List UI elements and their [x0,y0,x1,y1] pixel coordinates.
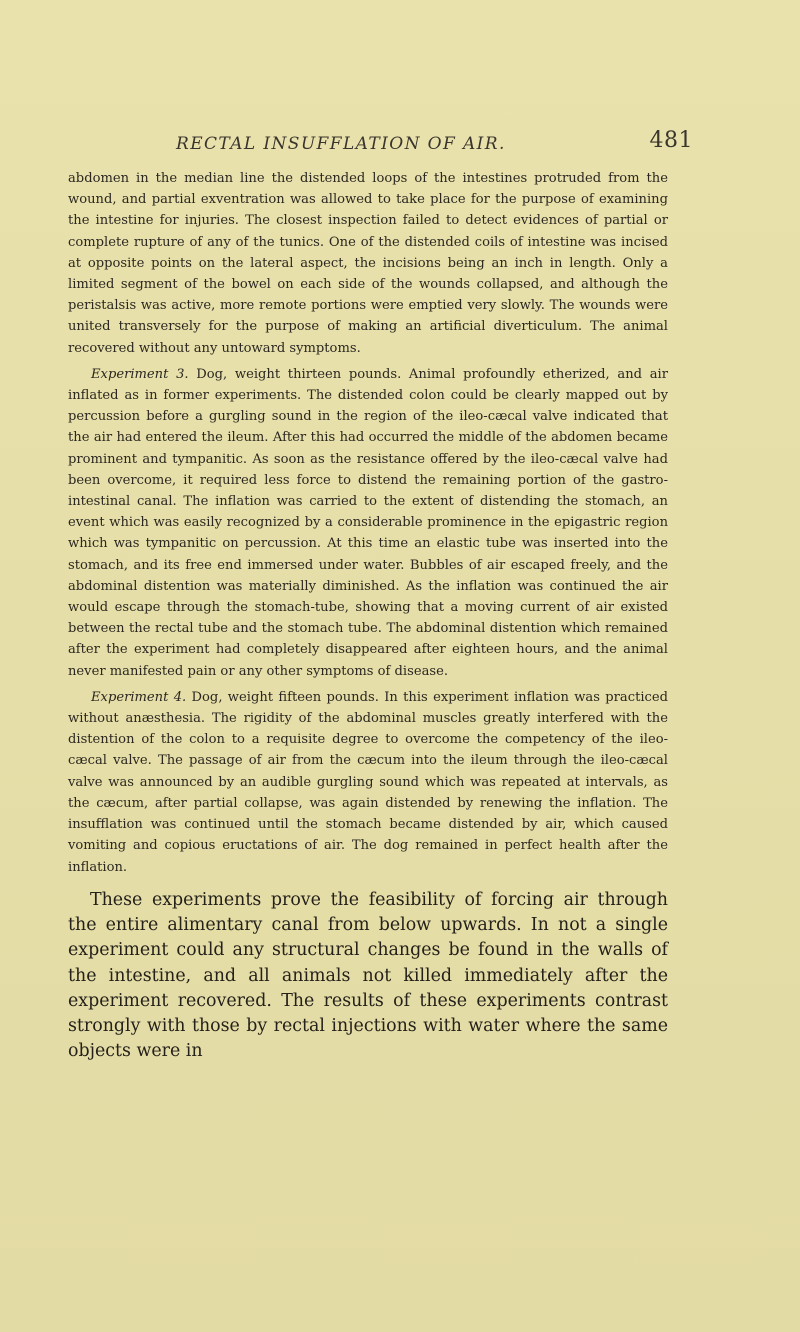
page-header [68,128,693,160]
page-number: 481 [649,128,693,153]
running-title: RECTAL INSUFFLATION OF AIR. [176,134,506,154]
paragraph-continuation: abdomen in the median line the distended loops of the intestines protruded from the wound, and partial exventration was allowed to take place for the purpose of examining the intestine for injuries. The closest inspection failed to detect evidences of partial or complete rupture of any of the tunics. One of the distended coils of intestine was incised at opposite points on the lateral aspect, the incisions being an inch in length. Only a limited segment of the bowel on each side of the wounds collapsed, and although the peristalsis was active, more remote portions were emptied very slowly. The wounds were united transversely for the purpose of making an artificial diverticulum. The animal recovered without any untoward symptoms. [68,171,668,356]
page-body [68,168,668,1065]
experiment-4-label: Experiment 4. [91,689,187,705]
paragraph-experiment-4 [68,687,668,878]
experiment-3-text: Dog, weight thirteen pounds. Animal profoundly etherized, and air inflated as in former experiments. The distended colon could be clearly mapped out by percussion before a gurgling sound in the region of the ileo-cæcal valve indicated that the air had entered the ileum. After this had occurred the middle of the abdomen became prominent and tympanitic. As soon as the resistance offered by the ileo-cæcal valve had been overcome, it required less force to distend the remaining portion of the gastro-intestinal canal. The inflation was carried to the extent of distending the stomach, an event which was easily recognized by a considerable prominence in the epigastric region which was tympanitic on percussion. At this time an elastic tube was inserted into the stomach, and its free end immersed under water. Bubbles of air escaped freely, and the abdominal distention was materially diminished. As the inflation was continued the air would escape through the stomach-tube, showing that a moving current of air existed between the rectal tube and the stomach tube. The abdominal distention which remained after the experiment had completely disappeared after eighteen hours, and the animal never manifested pain or any other symptoms of disease. [68,366,668,679]
experiment-3-label: Experiment 3. [91,366,189,382]
paragraph-experiment-3 [68,364,668,682]
paragraph-conclusion: These experiments prove the feasibility of forcing air through the entire alimentary canal from below upwards. In not a single experiment could any structural changes be found in the walls of the intestine, and all animals not killed immediately after the experiment recovered. The results of these experiments contrast strongly with those by rectal injections with water where the same objects were in [68,889,668,1062]
experiment-4-text: Dog, weight fifteen pounds. In this experiment inflation was practiced without anæsthesia. The rigidity of the abdominal muscles greatly interfered with the distention of the colon to a requisite degree to overcome the competency of the ileo-cæcal valve. The passage of air from the cæcum into the ileum through the ileo-cæcal valve was announced by an audible gurgling sound which was repeated at intervals, as the cæcum, after partial collapse, was again distended by renewing the inflation. The insufflation was continued until the stomach became distended by air, which caused vomiting and copious eructations of air. The dog remained in perfect health after the inflation. [68,689,668,875]
